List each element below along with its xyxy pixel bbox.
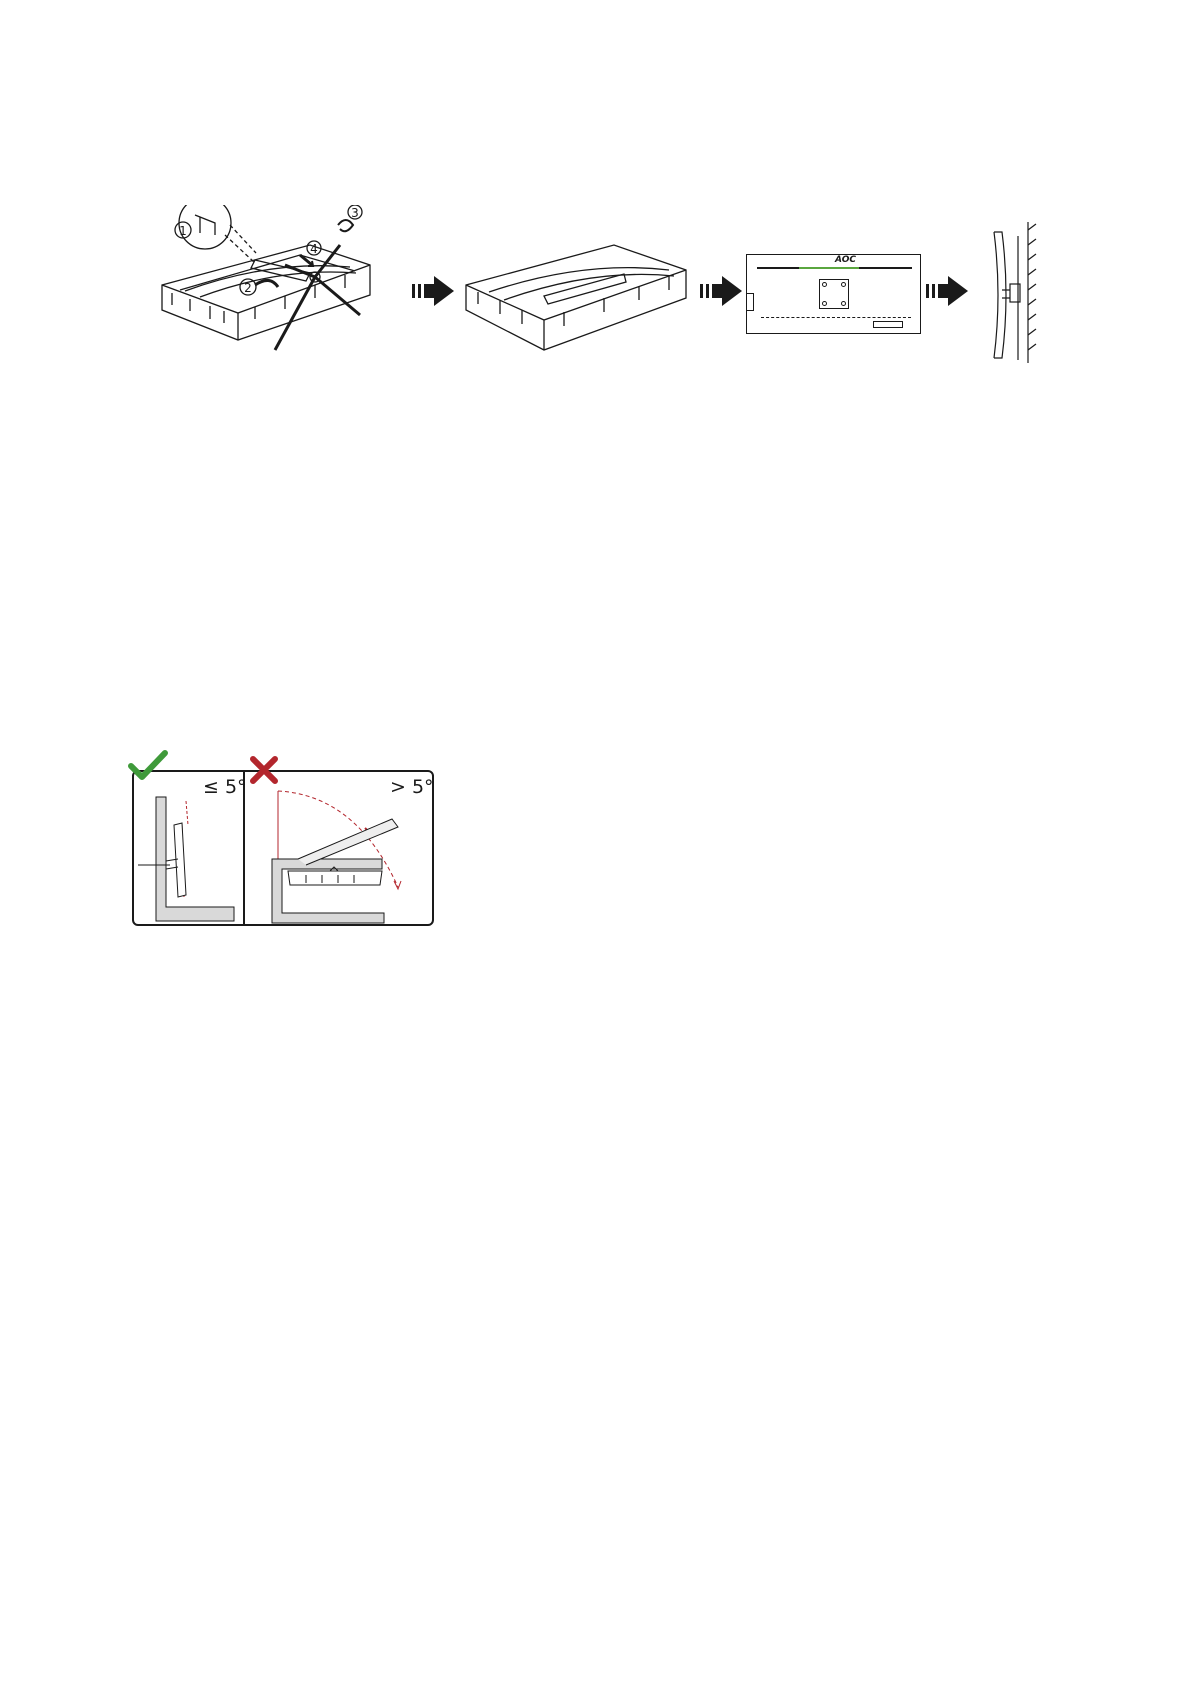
cross-icon xyxy=(249,755,279,785)
side-port xyxy=(747,293,754,311)
vesa-hole xyxy=(822,282,827,287)
label-sticker xyxy=(873,321,903,328)
port-row xyxy=(761,317,911,319)
step-remove-stand-illustration xyxy=(160,205,390,385)
allowed-tilt-label: ≤ 5° xyxy=(203,776,247,798)
step-wall-mounted-illustration xyxy=(990,220,1040,365)
step-3-number: 3 xyxy=(351,206,359,220)
arrow-right-icon xyxy=(926,276,968,306)
allowed-tilt-illustration xyxy=(134,785,242,925)
step-4-number: 4 xyxy=(310,242,318,256)
vesa-hole xyxy=(822,301,827,306)
not-allowed-tilt-illustration xyxy=(246,785,432,925)
arrow-right-icon xyxy=(412,276,454,306)
monitor-back-view xyxy=(746,254,921,334)
not-allowed-tilt-label: > 5° xyxy=(390,776,434,798)
step-1-number: 1 xyxy=(179,224,187,238)
monitor-accent-strip xyxy=(799,267,859,269)
step-2-number: 2 xyxy=(244,281,252,295)
vesa-mount-area xyxy=(819,279,849,309)
brand-logo: AOC xyxy=(835,255,856,265)
vesa-hole xyxy=(841,282,846,287)
check-icon xyxy=(128,750,168,782)
step-panel-in-tray-illustration xyxy=(464,240,689,355)
vesa-hole xyxy=(841,301,846,306)
arrow-right-icon xyxy=(700,276,742,306)
